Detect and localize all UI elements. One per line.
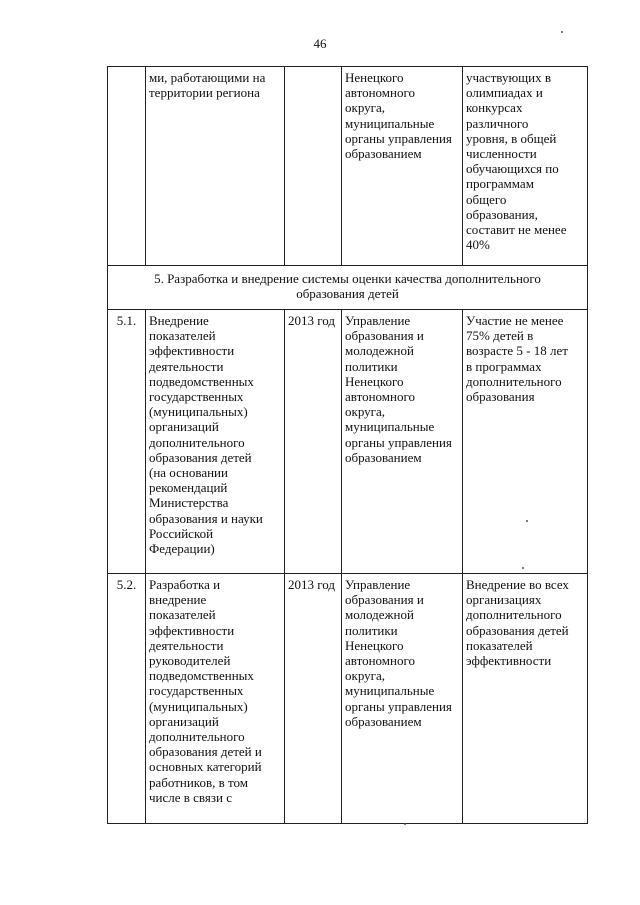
result-cell: Внедрение во всех организациях дополнительного образования детей показателей эффективности [463, 574, 588, 824]
term-cell: 2013 год [285, 310, 342, 574]
executor-cell: Ненецкого автономного округа, муниципальные органы управления образованием [342, 67, 463, 266]
scan-speck [404, 823, 406, 825]
table-row [108, 310, 588, 574]
scan-speck [526, 520, 528, 522]
scan-speck [522, 567, 524, 569]
row-number-cell: 5.2. [108, 574, 146, 824]
executor-cell: Управление образования и молодежной политики Ненецкого автономного округа, муниципальные органы управления образованием [342, 310, 463, 574]
row-number-cell [108, 67, 146, 266]
section-heading-row [108, 266, 588, 310]
result-cell: участвующих в олимпиадах и конкурсах различного уровня, в общей численности обучающихся по программам общего образования, составит не менее 40% [463, 67, 588, 266]
action-cell: ми, работающими на территории региона [146, 67, 285, 266]
section-heading: 5. Разработка и внедрение системы оценки качества дополнительного образования детей [108, 266, 588, 310]
action-cell: Внедрение показателей эффективности деятельности подведомственных государственных (муниципальных) организаций дополнительного образования детей (на основании рекомендаций Министерства образования и науки Российской Федерации) [146, 310, 285, 574]
term-cell [285, 67, 342, 266]
scan-speck [561, 31, 563, 33]
table-row [108, 574, 588, 824]
action-cell: Разработка и внедрение показателей эффективности деятельности руководителей подведомственных государственных (муниципальных) организаций дополнительного образования детей и основных категорий работников, в том числе в связи с [146, 574, 285, 824]
table-row-continuation [108, 67, 588, 266]
page-number: 46 [313, 36, 327, 51]
term-cell: 2013 год [285, 574, 342, 824]
row-number-cell: 5.1. [108, 310, 146, 574]
measures-table [107, 66, 588, 824]
executor-cell: Управление образования и молодежной политики Ненецкого автономного округа, муниципальные органы управления образованием [342, 574, 463, 824]
result-cell: Участие не менее 75% детей в возрасте 5 - 18 лет в программах дополнительного образования [463, 310, 588, 574]
